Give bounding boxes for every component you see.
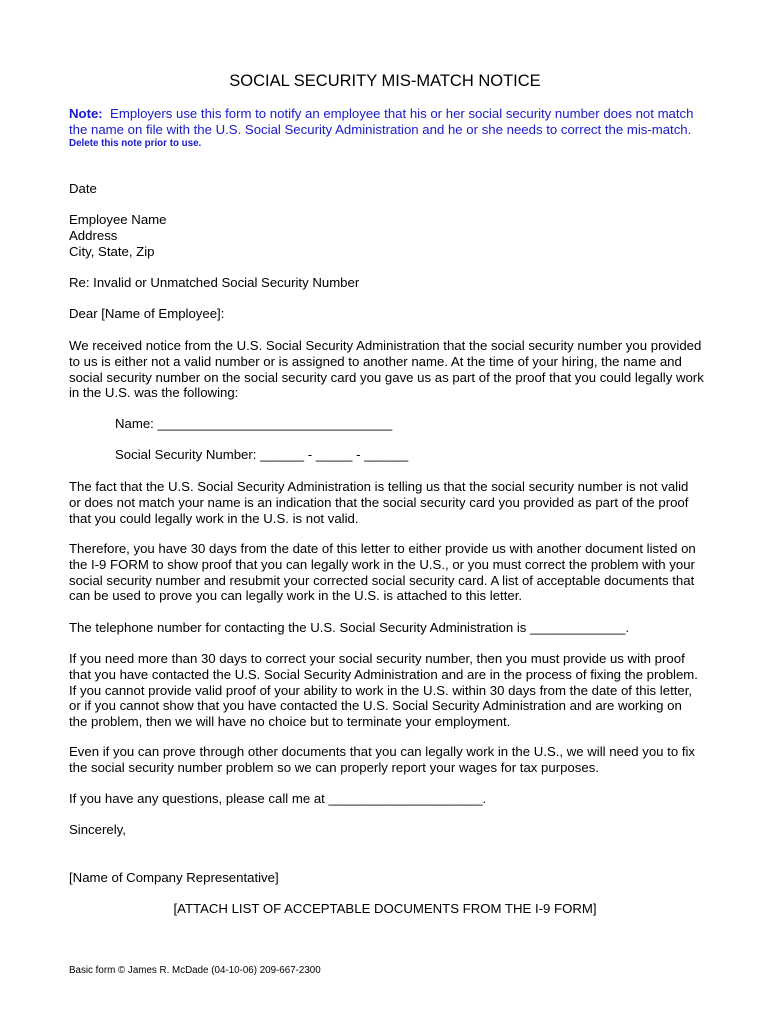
city-state-zip-line: City, State, Zip — [69, 244, 155, 259]
subject-line: Re: Invalid or Unmatched Social Security Number — [69, 275, 360, 290]
closing-line: Sincerely, — [69, 822, 126, 837]
address-line: Address — [69, 228, 118, 243]
paragraph-5-line: that you have contacted the U.S. Social Security Administration and are in the process of fixing the problem. — [69, 666, 698, 682]
ssn-field-line: Social Security Number: ______ - _____ - ______ — [115, 447, 409, 462]
paragraph-5-line: If you cannot provide valid proof of your ability to work in the U.S. within 30 days from the date of this letter, — [69, 682, 693, 698]
paragraph-5-line: If you need more than 30 days to correct your social security number, then you must provide us with proof — [69, 651, 685, 666]
paragraph-5-line: the problem, then we will have no choice but to terminate your employment. — [69, 714, 511, 730]
footer-copyright: Basic form © James R. McDade (04-10-06) 209-667-2300 — [69, 965, 321, 976]
note-line-1: Employers use this form to notify an employee that his or her social security number does not match — [110, 106, 694, 121]
paragraph-2 — [69, 479, 709, 526]
paragraph-3 — [69, 541, 709, 604]
signature-line: [Name of Company Representative] — [69, 870, 279, 885]
paragraph-1-line: social security number on the social security card you gave us as part of the proof that you could legally work — [69, 369, 704, 385]
questions-line: If you have any questions, please call me at _____________________. — [69, 791, 487, 806]
paragraph-6-line: Even if you can prove through other documents that you can legally work in the U.S., we will need you to fix — [69, 744, 696, 759]
paragraph-1 — [69, 338, 709, 401]
paragraph-3-line: the I-9 FORM to show proof that you can legally work in the U.S., or you must correct the problem with your — [69, 556, 695, 572]
paragraph-2-line: The fact that the U.S. Social Security Administration is telling us that the social security number is not valid — [69, 479, 689, 494]
paragraph-2-line: that you could legally work in the U.S. is not valid. — [69, 510, 359, 526]
instruction-note — [69, 106, 709, 138]
note-label: Note: — [69, 106, 103, 121]
paragraph-6 — [69, 744, 709, 776]
paragraph-1-line: to us is either not a valid number or is assigned to another name. At the time of your hiring, the name and — [69, 353, 682, 369]
document-title: SOCIAL SECURITY MIS-MATCH NOTICE — [229, 72, 541, 90]
phone-number-line: The telephone number for contacting the U.S. Social Security Administration is _____________. — [69, 620, 630, 635]
employee-name-line: Employee Name — [69, 212, 167, 227]
paragraph-5-line: or if you cannot show that you have contacted the U.S. Social Security Administration and are working on — [69, 698, 682, 714]
paragraph-1-line: We received notice from the U.S. Social Security Administration that the social security number you provided — [69, 338, 702, 353]
name-field-line: Name: ________________________________ — [115, 416, 393, 431]
paragraph-1-line: in the U.S. was the following: — [69, 385, 239, 401]
paragraph-3-line: Therefore, you have 30 days from the date of this letter to either provide us with another document listed on — [69, 541, 696, 556]
greeting-line: Dear [Name of Employee]: — [69, 306, 225, 321]
paragraph-3-line: can be used to prove you can legally work in the U.S. is attached to this letter. — [69, 588, 523, 604]
attachment-instruction: [ATTACH LIST OF ACCEPTABLE DOCUMENTS FROM THE I-9 FORM] — [173, 901, 597, 916]
paragraph-5 — [69, 651, 709, 730]
date-line: Date — [69, 181, 97, 196]
note-line-2: the name on file with the U.S. Social Security Administration and he or she needs to correct the mis-match. — [69, 122, 692, 137]
paragraph-6-line: the social security number problem so we can properly report your wages for tax purposes. — [69, 759, 599, 775]
paragraph-3-line: social security number and resubmit your corrected social security card. A list of acceptable documents that — [69, 572, 695, 588]
delete-note: Delete this note prior to use. — [69, 138, 202, 149]
paragraph-2-line: or does not match your name is an indication that the social security card you provided as part of the proof — [69, 494, 689, 510]
